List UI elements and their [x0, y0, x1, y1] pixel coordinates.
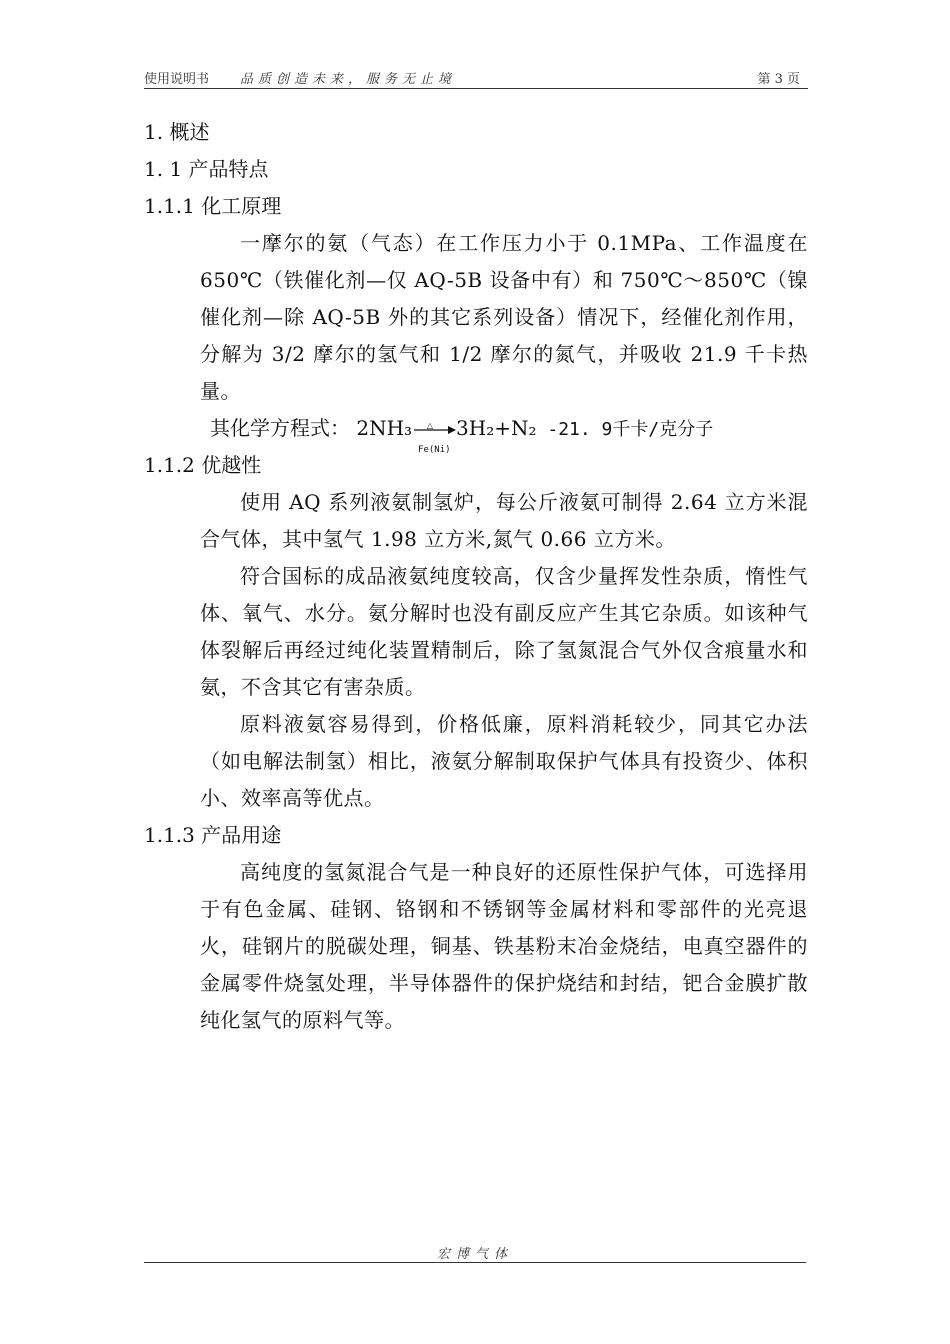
equation-catalyst: Fe(Ni): [418, 444, 451, 455]
paragraph-advantages-2: 符合国标的成品液氨纯度较高，仅含少量挥发性杂质，惰性气体、氧气、水分。氨分解时也没有副反应产生其它杂质。如该种气体裂解后再经过纯化装置精制后，除了氢氮混合气外仅含痕量水和氨，不含其它有害杂质。: [200, 564, 808, 699]
page-header: [144, 66, 808, 89]
paragraph-advantages-3: 原料液氨容易得到，价格低廉，原料消耗较少，同其它办法（如电解法制氢）相比，液氨分解制取保护气体具有投资少、体积小、效率高等优点。: [200, 712, 808, 810]
paragraph-advantages-1: 使用 AQ 系列液氨制氢炉，每公斤液氨可制得 2.64 立方米混合气体，其中氢气 1.98 立方米,氮气 0.66 立方米。: [200, 490, 808, 551]
header-doc-title: 使用说明书: [144, 72, 210, 87]
svg-text:△: △: [426, 420, 434, 430]
paragraph-principle: 一摩尔的氨（气态）在工作压力小于 0.1MPa、工作温度在 650℃（铁催化剂—仅 AQ-5B 设备中有）和 750℃～850℃（镍催化剂—除 AQ-5B 外的其它系列设备）情况下，经催化剂作用，分解为 3/2 摩尔的氢气和 1/2 摩尔的氮气，并吸收 21.9 千卡热量。: [200, 231, 808, 403]
equation-reactant: 2NH₃: [356, 416, 413, 440]
equation-heat: -21. 9千卡/克分子: [536, 419, 714, 440]
equation-prefix: 其化学方程式：: [210, 416, 350, 440]
reaction-arrow: [412, 420, 456, 455]
document-body: [144, 114, 808, 1039]
section-heading-applications: 1.1.3 产品用途: [144, 823, 282, 847]
section-heading-principle: 1.1.1 化工原理: [144, 194, 282, 218]
header-page-number: 第 3 页: [757, 72, 800, 87]
section-heading-advantages: 1.1.2 优越性: [144, 453, 262, 477]
header-motto: 品质创造未来，服务无止境: [240, 72, 457, 87]
paragraph-applications: 高纯度的氢氮混合气是一种良好的还原性保护气体，可选择用于有色金属、硅钢、铬钢和不锈钢等金属材料和零部件的光亮退火，硅钢片的脱碳处理，铜基、铁基粉末冶金烧结，电真空器件的金属零件烧氢处理，半导体器件的保护烧结和封结，钯合金膜扩散纯化氢气的原料气等。: [200, 860, 808, 1032]
equation-products: 3H₂+N₂: [456, 416, 537, 440]
section-heading-overview: 1. 概述: [144, 120, 210, 144]
section-heading-features: 1. 1 产品特点: [144, 157, 269, 181]
footer-company: 宏博气体: [436, 1247, 513, 1262]
chemical-equation: [210, 410, 808, 455]
footer-rule: [144, 1262, 806, 1263]
